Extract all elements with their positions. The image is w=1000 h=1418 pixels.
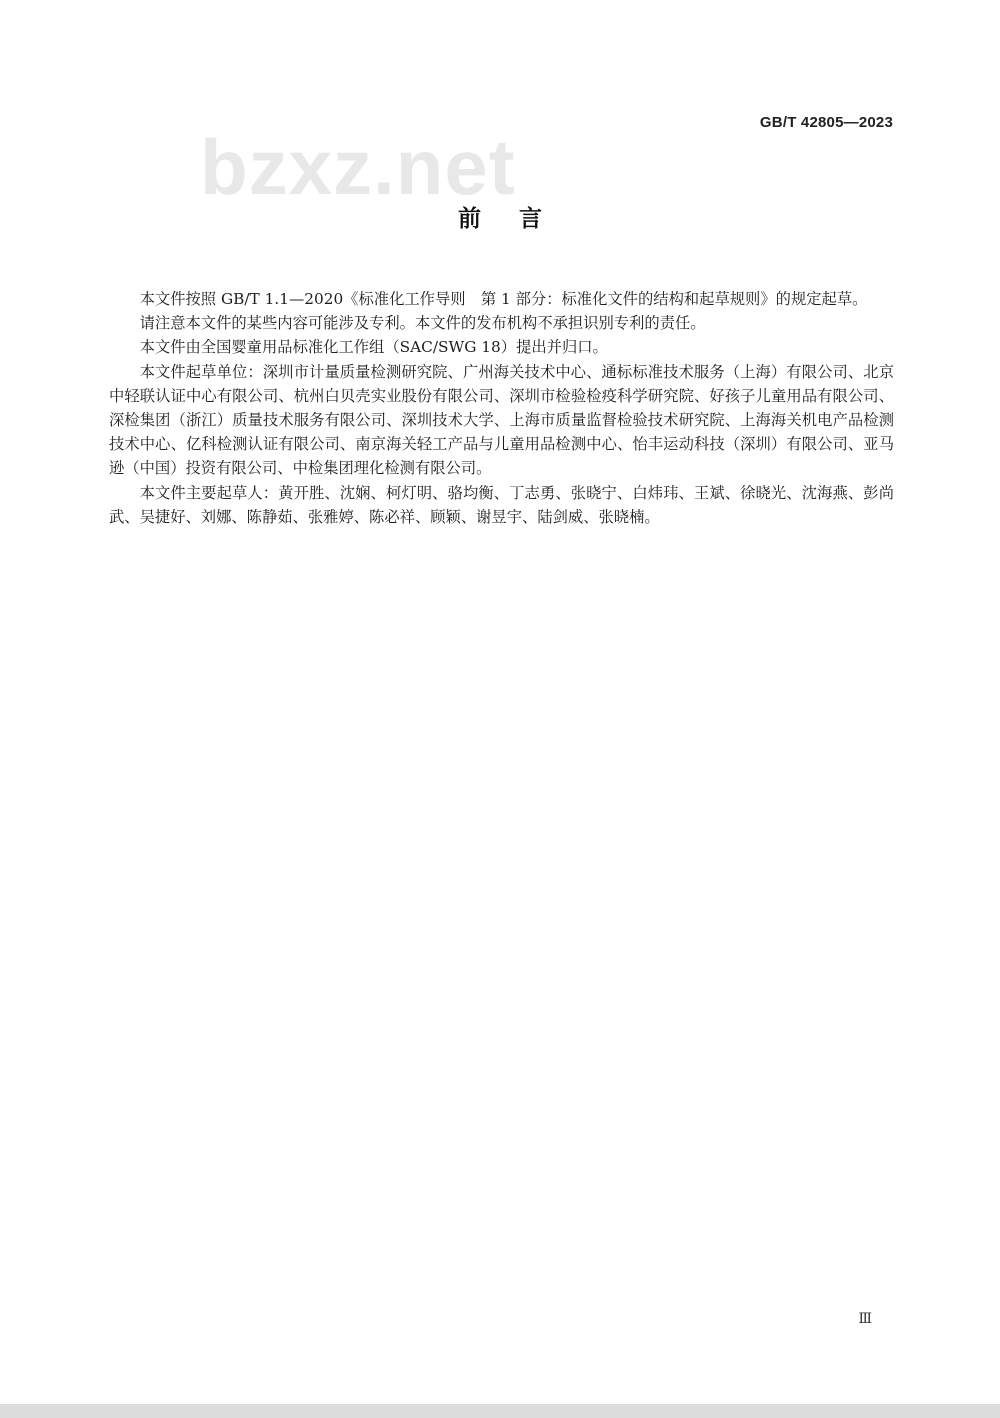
- paragraph-drafting-rules: 本文件按照 GB/T 1.1—2020《标准化工作导则 第 1 部分：标准化文件的结构和起草规则》的规定起草。: [139, 290, 868, 308]
- foreword-body: [109, 287, 894, 529]
- paragraph-patent-notice: 请注意本文件的某些内容可能涉及专利。本文件的发布机构不承担识别专利的责任。: [139, 314, 706, 333]
- foreword-title: 前言: [458, 206, 580, 232]
- paragraph-proposer: 本文件由全国婴童用品标准化工作组（SAC/SWG 18）提出并归口。: [139, 338, 608, 357]
- page-gap: [0, 1404, 1000, 1418]
- paragraph-drafting-units: 本文件起草单位：深圳市计量质量检测研究院、广州海关技术中心、通标标准技术服务（上海）有限公司、北京中轻联认证中心有限公司、杭州白贝壳实业股份有限公司、深圳市检验检疫科学研究院、好孩子儿童用品有限公司、深检集团（浙江）质量技术服务有限公司、深圳技术大学、上海市质量监督检验技术研究院、上海海关机电产品检测技术中心、亿科检测认证有限公司、南京海关轻工产品与儿童用品检测中心、怡丰运动科技（深圳）有限公司、亚马逊（中国）投资有限公司、中检集团理化检测有限公司。: [109, 362, 894, 478]
- paragraph-drafters: 本文件主要起草人：黄开胜、沈娴、柯灯明、骆均衡、丁志勇、张晓宁、白炜玮、王斌、徐晓光、沈海燕、彭尚武、吴捷好、刘娜、陈静茹、张雅婷、陈必祥、顾颖、谢昱宇、陆剑威、张晓楠。: [109, 483, 894, 526]
- page-number: Ⅲ: [858, 1311, 872, 1327]
- standard-number: GB/T 42805—2023: [759, 114, 893, 131]
- watermark: bzxz.net: [200, 123, 516, 211]
